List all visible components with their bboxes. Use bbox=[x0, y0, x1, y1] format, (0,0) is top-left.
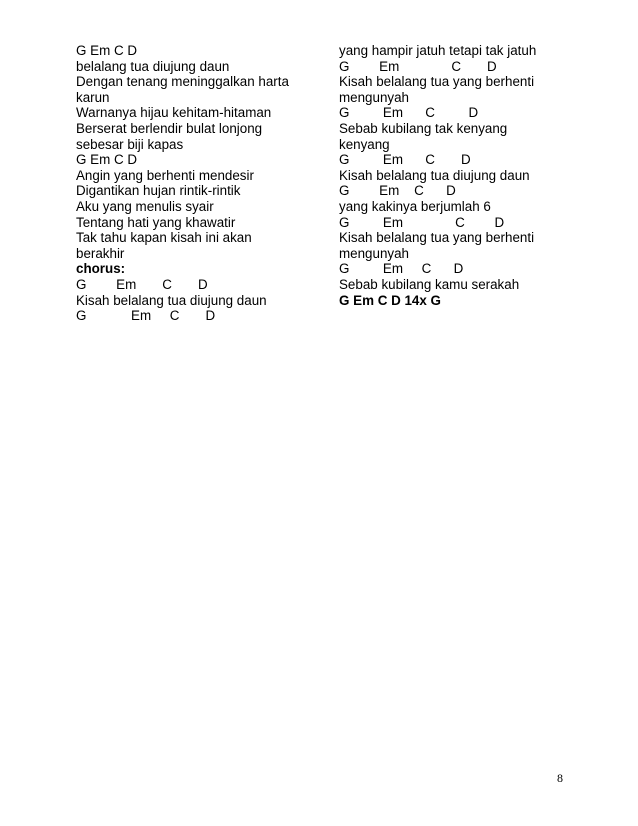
lyric-line: mengunyah bbox=[339, 89, 409, 105]
lyric-line: G Em C D bbox=[339, 183, 456, 199]
lyric-line: kenyang bbox=[339, 136, 390, 152]
lyric-line: Berserat berlendir bulat lonjong bbox=[76, 120, 263, 136]
lyric-line: Dengan tenang meninggalkan harta bbox=[76, 74, 289, 90]
right-lyrics-column bbox=[339, 43, 571, 308]
lyric-line: karun bbox=[76, 89, 110, 105]
lyric-line: belalang tua diujung daun bbox=[76, 58, 230, 74]
lyric-line: G Em C D bbox=[76, 43, 138, 58]
lyric-line: G Em C D bbox=[339, 152, 471, 168]
lyric-line: Kisah belalang tua yang berhenti bbox=[339, 74, 535, 90]
lyric-line: G Em C D bbox=[76, 308, 216, 324]
lyric-line: G Em C D bbox=[76, 152, 138, 168]
lyric-line: G Em C D bbox=[339, 261, 464, 277]
lyric-line: mengunyah bbox=[339, 245, 409, 261]
lyric-line: Angin yang berhenti mendesir bbox=[76, 167, 254, 183]
lyric-line: Aku yang menulis syair bbox=[76, 198, 214, 214]
lyric-line: G Em C D bbox=[339, 214, 505, 230]
page-number: 8 bbox=[557, 771, 563, 785]
lyric-line: Kisah belalang tua diujung daun bbox=[339, 167, 530, 183]
lyric-line: Digantikan hujan rintik-rintik bbox=[76, 183, 241, 199]
lyric-line: sebesar biji kapas bbox=[76, 136, 184, 152]
lyric-line: chorus: bbox=[76, 261, 126, 277]
lyric-line: yang kakinya berjumlah 6 bbox=[339, 198, 491, 214]
lyric-line: Sebab kubilang tak kenyang bbox=[339, 120, 508, 136]
lyric-line: G Em C D 14x G bbox=[339, 292, 441, 308]
lyric-line: Tentang hati yang khawatir bbox=[76, 214, 236, 230]
lyric-line: yang hampir jatuh tetapi tak jatuh bbox=[339, 43, 537, 58]
lyric-line: Tak tahu kapan kisah ini akan bbox=[76, 230, 252, 246]
lyric-line: Kisah belalang tua yang berhenti bbox=[339, 230, 535, 246]
lyric-line: G Em C D bbox=[339, 105, 479, 121]
lyric-line: G Em C D bbox=[76, 276, 208, 292]
lyric-line: Kisah belalang tua diujung daun bbox=[76, 292, 267, 308]
left-lyrics-column bbox=[76, 43, 316, 324]
lyric-line: G Em C D bbox=[339, 58, 497, 74]
lyric-line: Warnanya hijau kehitam-hitaman bbox=[76, 105, 272, 121]
lyric-line: Sebab kubilang kamu serakah bbox=[339, 276, 520, 292]
lyric-line: berakhir bbox=[76, 245, 125, 261]
